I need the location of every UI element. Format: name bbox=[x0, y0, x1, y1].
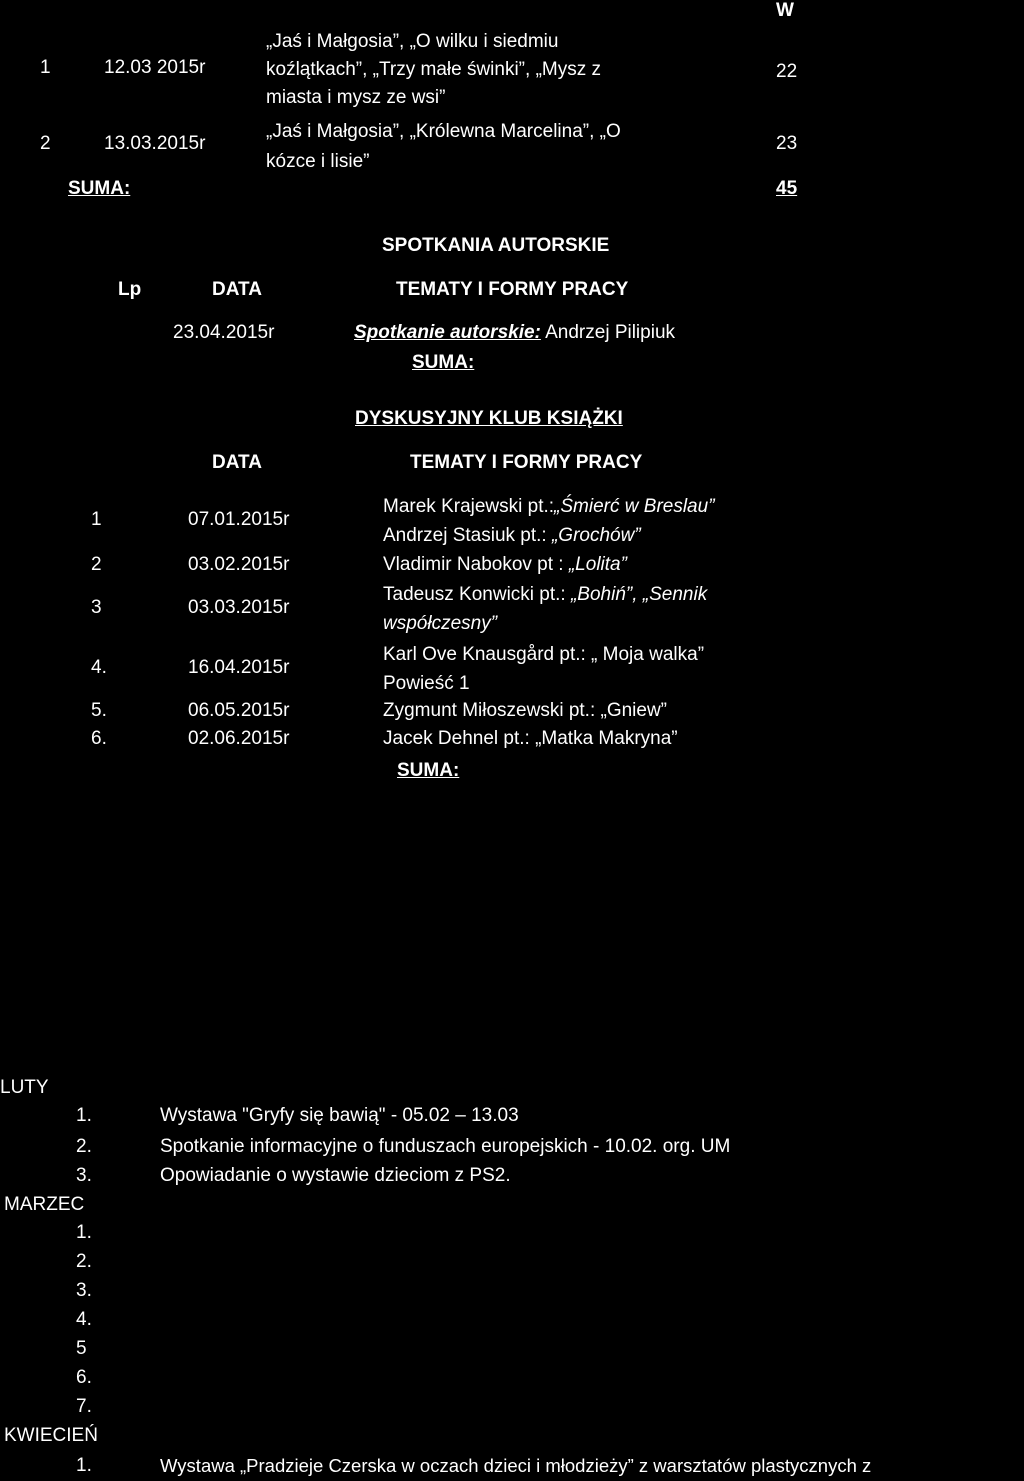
list-item-number: 7. bbox=[76, 1396, 92, 1417]
row-lp: 6. bbox=[91, 728, 107, 749]
list-item-number: 3. bbox=[76, 1280, 92, 1301]
row-date: 16.04.2015r bbox=[188, 657, 290, 678]
list-item-number: 5 bbox=[76, 1338, 87, 1359]
list-item-number: 4. bbox=[76, 1309, 92, 1330]
row-topic-line1: Karl Ove Knausgård pt.: „ Moja walka” bbox=[383, 644, 705, 665]
col-header-lp: Lp bbox=[118, 279, 142, 300]
row-date: 03.03.2015r bbox=[188, 597, 290, 618]
row-topic-line1: Tadeusz Konwicki pt.: „Bohiń”, „Sennik bbox=[383, 584, 708, 605]
row-topic-line2: Powieść 1 bbox=[383, 673, 470, 694]
list-item-number: 2. bbox=[76, 1251, 92, 1272]
row-topic-line2: współczesny” bbox=[383, 613, 498, 634]
col-header-data: DATA bbox=[212, 279, 262, 300]
list-item-text: Spotkanie informacyjne o funduszach europejskich - 10.02. org. UM bbox=[160, 1136, 731, 1157]
row-topic bbox=[266, 28, 601, 112]
col-header-tematy: TEMATY I FORMY PRACY bbox=[396, 279, 629, 300]
list-item-number: 1. bbox=[76, 1455, 92, 1476]
row-lp: 3 bbox=[91, 597, 102, 618]
spotkanie-text: Andrzej Pilipiuk bbox=[540, 322, 676, 343]
col-header-data: DATA bbox=[212, 452, 262, 473]
list-item-text: Wystawa „Pradzieje Czerska w oczach dzieci i młodzieży” z warsztatów plastycznych z bbox=[160, 1455, 872, 1476]
list-item-text: Opowiadanie o wystawie dzieciom z PS2. bbox=[160, 1165, 511, 1186]
row-lp: 2 bbox=[40, 133, 51, 154]
row-date: 02.06.2015r bbox=[188, 728, 290, 749]
list-item-number: 1. bbox=[76, 1222, 92, 1243]
topic-line: „Jaś i Małgosia”, „O wilku i siedmiu bbox=[266, 31, 559, 52]
klub-suma-label: SUMA: bbox=[397, 760, 460, 781]
month-label-marzec: MARZEC bbox=[4, 1194, 85, 1215]
row-date: 06.05.2015r bbox=[188, 700, 290, 721]
row-w-value: 22 bbox=[776, 61, 798, 82]
month-label-luty: LUTY bbox=[0, 1077, 49, 1098]
spotkanie-label: Spotkanie autorskie: bbox=[354, 322, 541, 343]
list-item-number: 2. bbox=[76, 1136, 92, 1157]
row-lp: 4. bbox=[91, 657, 107, 678]
row-w-value: 23 bbox=[776, 133, 798, 154]
row-date: 03.02.2015r bbox=[188, 554, 290, 575]
row-topic-line1: Vladimir Nabokov pt : „Lolita” bbox=[383, 554, 627, 575]
col-w-header: W bbox=[776, 0, 794, 21]
row-topic-line1: Zygmunt Miłoszewski pt.: „Gniew” bbox=[383, 700, 668, 721]
list-item-text: Wystawa "Gryfy się bawią" - 05.02 – 13.03 bbox=[160, 1105, 519, 1126]
spotkanie-date: 23.04.2015r bbox=[173, 322, 275, 343]
section-title-klub: DYSKUSYJNY KLUB KSIĄŻKI bbox=[355, 408, 623, 429]
suma-value: 45 bbox=[776, 178, 798, 199]
row-topic-line1: Jacek Dehnel pt.: „Matka Makryna” bbox=[383, 728, 678, 749]
topic-line: miasta i mysz ze wsi” bbox=[266, 87, 446, 108]
list-item-number: 6. bbox=[76, 1367, 92, 1388]
list-item-number: 1. bbox=[76, 1105, 92, 1126]
row-lp: 1 bbox=[91, 509, 102, 530]
row-date: 12.03 2015r bbox=[104, 57, 206, 78]
topic-line: kózce i lisie” bbox=[266, 151, 370, 172]
row-lp: 2 bbox=[91, 554, 102, 575]
col-header-tematy: TEMATY I FORMY PRACY bbox=[410, 452, 643, 473]
spotkania-suma-label: SUMA: bbox=[412, 352, 475, 373]
suma-label: SUMA: bbox=[68, 178, 131, 199]
row-topic-line2: Andrzej Stasiuk pt.: „Grochów” bbox=[383, 525, 641, 546]
month-label-kwiecien: KWIECIEŃ bbox=[4, 1425, 98, 1446]
row-topic bbox=[266, 117, 621, 177]
row-lp: 5. bbox=[91, 700, 107, 721]
row-lp: 1 bbox=[40, 57, 51, 78]
topic-line: „Jaś i Małgosia”, „Królewna Marcelina”, „O bbox=[266, 121, 621, 142]
topic-line: koźlątkach”, „Trzy małe świnki”, „Mysz z bbox=[266, 59, 601, 80]
spotkanie-topic bbox=[354, 322, 675, 345]
section-title-spotkania: SPOTKANIA AUTORSKIE bbox=[382, 235, 610, 256]
row-date: 07.01.2015r bbox=[188, 509, 290, 530]
list-item-number: 3. bbox=[76, 1165, 92, 1186]
row-date: 13.03.2015r bbox=[104, 133, 206, 154]
row-topic-line1: Marek Krajewski pt.:„Śmierć w Breslau” bbox=[383, 496, 715, 517]
